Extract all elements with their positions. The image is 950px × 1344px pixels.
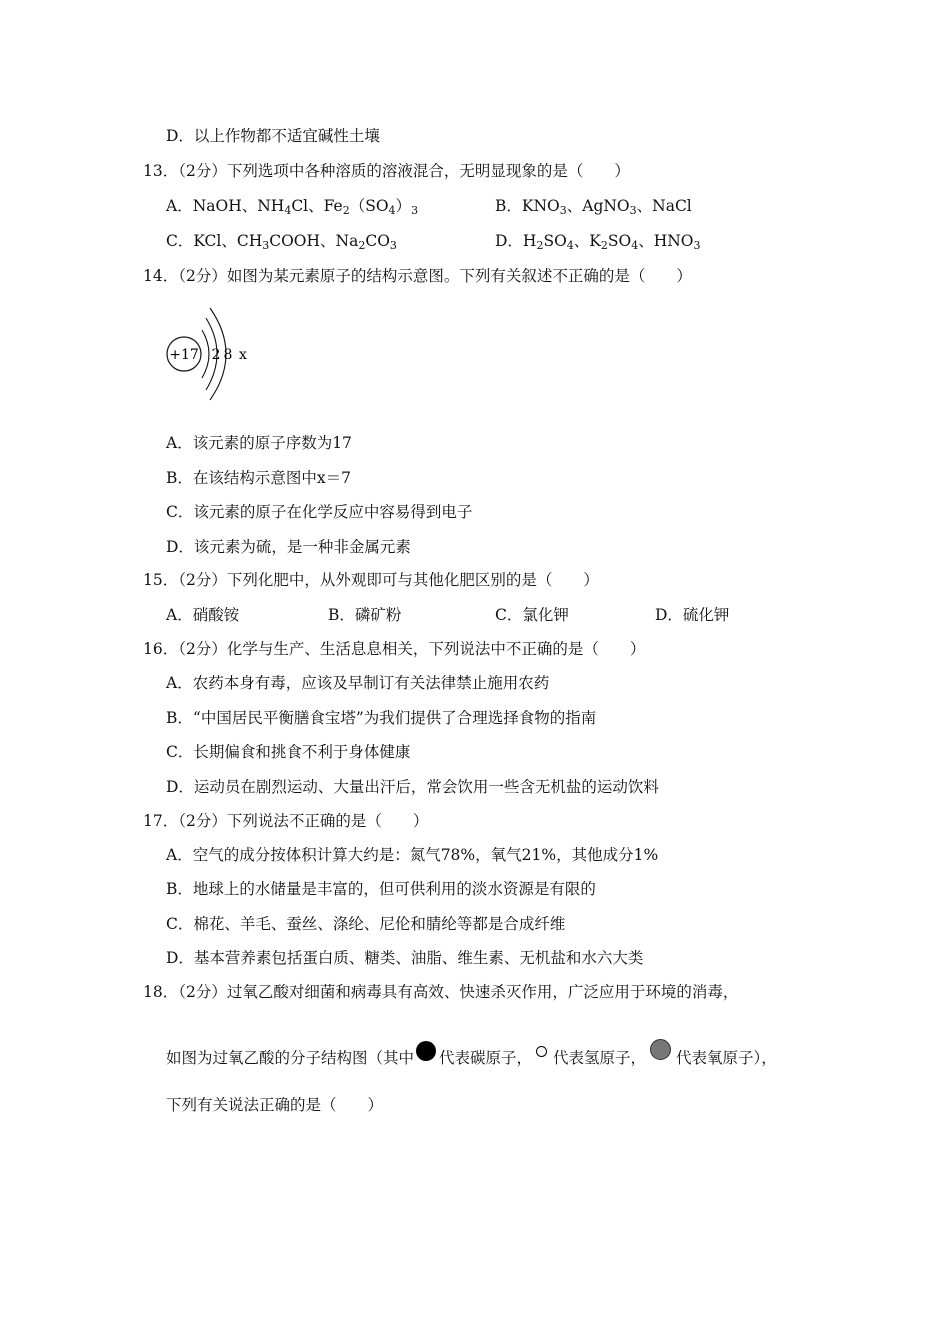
q14-option-c: C．该元素的原子在化学反应中容易得到电子 (166, 503, 473, 521)
q13-a-text-1: A．NaOH、NH (166, 197, 285, 215)
q15-option-d: D．硫化钾 (655, 606, 730, 624)
q13-a-text-3: （SO (349, 197, 389, 215)
q13-option-a (166, 196, 418, 216)
q13-d-sub-1: 2 (536, 239, 544, 252)
q13-b-text-2: 、AgNO (566, 197, 630, 215)
q13-c-sub-3: 3 (389, 239, 397, 252)
q13-d-sub-3: 2 (600, 239, 608, 252)
q13-c-text-3: CO (365, 232, 390, 250)
q17-option-c: C．棉花、羊毛、蚕丝、涤纶、尼伦和腈纶等都是合成纤维 (166, 915, 566, 933)
q13-stem: 13．（2分）下列选项中各种溶质的溶液混合，无明显现象的是（ ） (143, 162, 630, 180)
q14-option-a: A．该元素的原子序数为17 (166, 434, 352, 452)
q15-option-c: C．氯化钾 (495, 606, 569, 624)
q18-line2-part-a: 如图为过氧乙酸的分子结构图（其中 (166, 1049, 415, 1067)
q13-b-sub-2: 3 (629, 204, 637, 217)
shell1-electrons: 2 (211, 347, 221, 363)
atom-structure-diagram (160, 300, 260, 410)
q14-option-d: D．该元素为硫，是一种非金属元素 (166, 538, 411, 556)
q15-stem: 15．（2分）下列化肥中，从外观即可与其他化肥区别的是（ ） (143, 571, 599, 589)
q13-a-sub-1: 4 (284, 204, 292, 217)
q13-b-sub-1: 3 (559, 204, 567, 217)
q13-a-sub-2: 2 (342, 204, 350, 217)
q17-option-d: D．基本营养素包括蛋白质、糖类、油脂、维生素、无机盐和水六大类 (166, 949, 644, 967)
q14-option-b: B．在该结构示意图中x＝7 (166, 469, 351, 487)
q18-line3: 下列有关说法正确的是（ ） (166, 1096, 384, 1114)
shell-arc-1 (202, 330, 209, 378)
q12-option-d: D．以上作物都不适宜碱性土壤 (166, 127, 380, 145)
q13-a-sub-4: 3 (411, 204, 419, 217)
q13-d-text-1: D．H (495, 232, 537, 250)
hydrogen-atom-icon (536, 1046, 547, 1057)
carbon-atom-icon (416, 1041, 436, 1061)
q13-c-sub-1: 3 (262, 239, 270, 252)
q18-line2-part-b: 代表碳原子， (439, 1049, 533, 1067)
q18-line2 (166, 1039, 777, 1068)
q17-option-b: B．地球上的水储量是丰富的，但可供利用的淡水资源是有限的 (166, 880, 596, 898)
q13-c-text-1: C．KCl、CH (166, 232, 263, 250)
q16-stem: 16．（2分）化学与生产、生活息息相关，下列说法中不正确的是（ ） (143, 640, 646, 658)
q13-d-sub-4: 4 (631, 239, 639, 252)
q18-line2-part-d: 代表氧原子）， (676, 1049, 777, 1067)
q13-c-text-2: COOH、Na (269, 232, 359, 250)
q13-b-text-3: 、NaCl (636, 197, 692, 215)
q15-option-b: B．磷矿粉 (328, 606, 402, 624)
q16-option-c: C．长期偏食和挑食不利于身体健康 (166, 743, 411, 761)
q18-stem: 18．（2分）过氧乙酸对细菌和病毒具有高效、快速杀灭作用，广泛应用于环境的消毒， (143, 983, 739, 1001)
q16-option-b: B．“中国居民平衡膳食宝塔”为我们提供了合理选择食物的指南 (166, 709, 597, 727)
q13-d-text-3: 、K (573, 232, 601, 250)
q13-d-text-2: SO (543, 232, 567, 250)
shell2-electrons: 8 (223, 347, 233, 363)
q14-stem: 14．（2分）如图为某元素原子的结构示意图。下列有关叙述不正确的是（ ） (143, 267, 692, 285)
q13-option-c (166, 231, 397, 251)
q13-c-sub-2: 2 (358, 239, 366, 252)
q15-option-a: A．硝酸铵 (166, 606, 240, 624)
q13-d-text-4: SO (607, 232, 632, 250)
q16-option-d: D．运动员在剧烈运动、大量出汗后，常会饮用一些含无机盐的运动饮料 (166, 778, 659, 796)
q13-b-text-1: B．KNO (495, 197, 560, 215)
q13-d-sub-5: 3 (693, 239, 701, 252)
q13-d-sub-2: 4 (566, 239, 574, 252)
q13-a-sub-3: 4 (388, 204, 396, 217)
nucleus-charge: +17 (169, 347, 199, 363)
q13-d-text-5: 、HNO (638, 232, 694, 250)
q17-stem: 17．（2分）下列说法不正确的是（ ） (143, 812, 429, 830)
q13-option-b (495, 196, 692, 216)
shell3-electrons: x (239, 347, 247, 363)
q17-option-a: A．空气的成分按体积计算大约是：氮气78%，氧气21%，其他成分1% (166, 846, 659, 864)
q13-a-text-2: Cl、Fe (291, 197, 343, 215)
q16-option-a: A．农药本身有毒，应该及早制订有关法律禁止施用农药 (166, 674, 550, 692)
oxygen-atom-icon (650, 1039, 671, 1060)
q18-line2-part-c: 代表氢原子， (553, 1049, 647, 1067)
q13-option-d (495, 231, 701, 251)
q13-a-text-4: ） (395, 197, 412, 215)
